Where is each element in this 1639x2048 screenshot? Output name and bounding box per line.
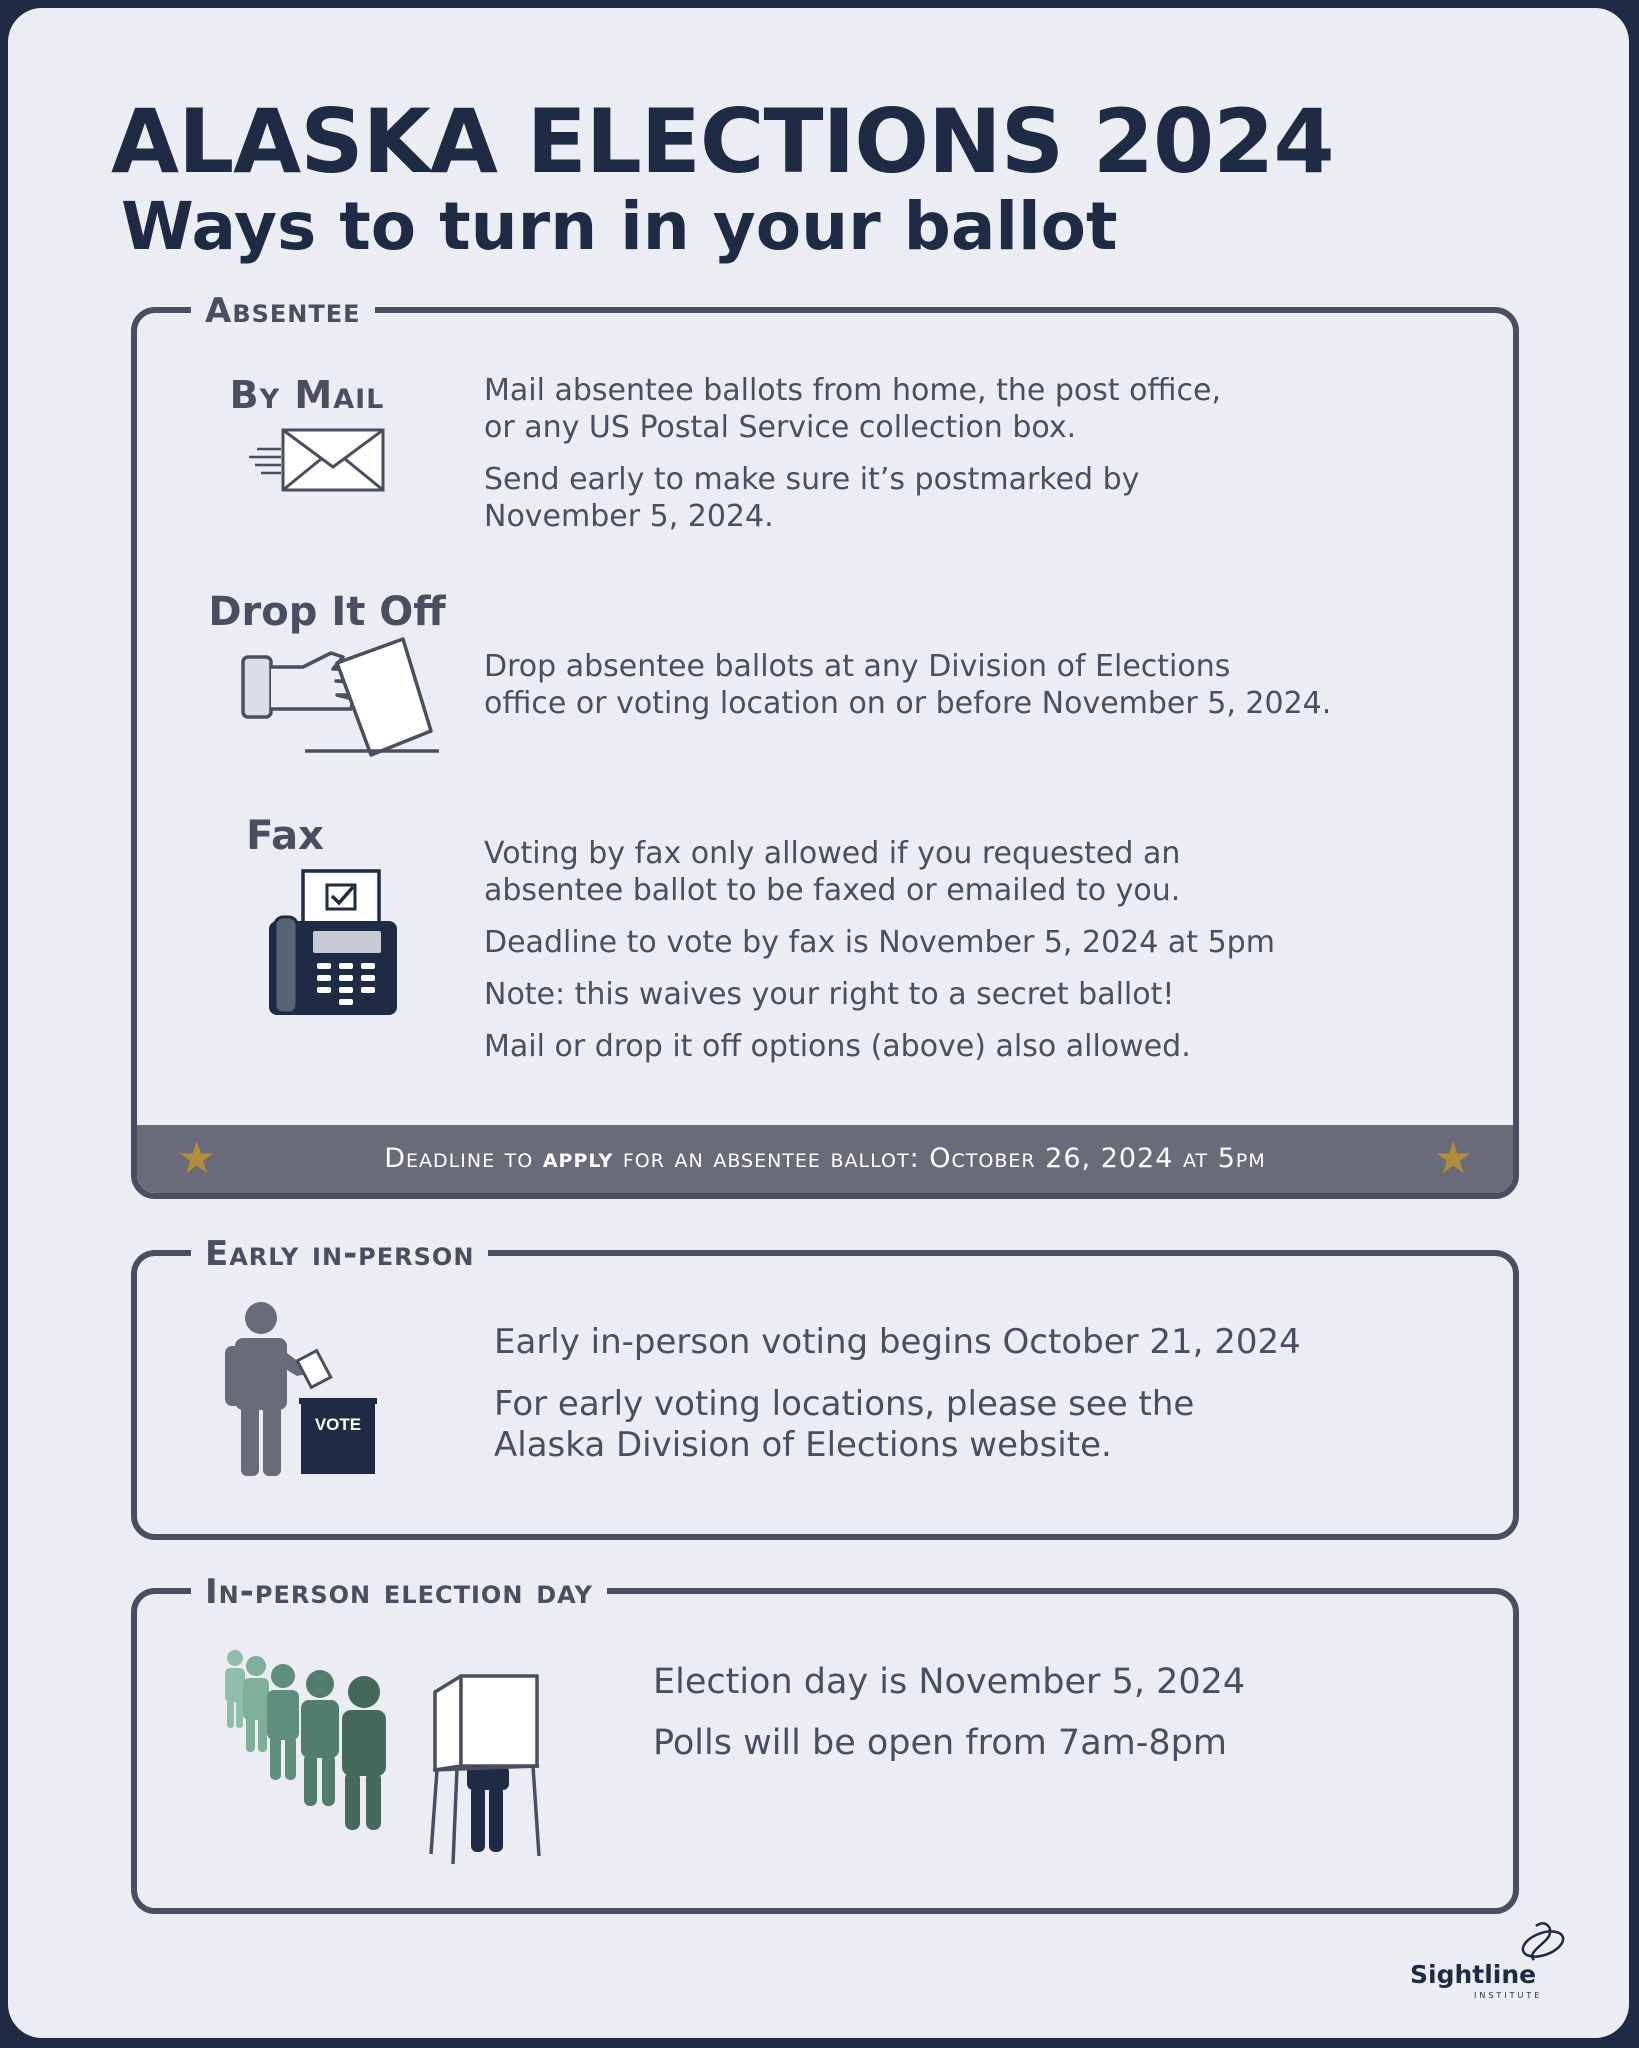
sightline-logo-icon <box>1518 1920 1568 1964</box>
election-day-line-1: Election day is November 5, 2024 <box>653 1662 1246 1702</box>
election-day-line-2: Polls will be open from 7am-8pm <box>653 1723 1227 1763</box>
voter-ballot-box-icon <box>225 1302 385 1478</box>
by-mail-label: By Mail <box>229 373 385 417</box>
vote-box-label: VOTE <box>314 1415 362 1434</box>
early-line-2: For early voting locations, please see the <box>494 1384 1195 1424</box>
fax-line-2: absentee ballot to be faxed or emailed to you. <box>484 873 1181 908</box>
fax-line-5: Mail or drop it off options (above) also allowed. <box>484 1029 1191 1064</box>
election-day-heading: In-person election day <box>191 1570 607 1614</box>
voters-line-booth-icon <box>221 1646 561 1866</box>
page-subtitle: Ways to turn in your ballot <box>121 188 1118 265</box>
page-title: ALASKA ELECTIONS 2024 <box>111 90 1334 193</box>
drop-off-label: Drop It Off <box>208 589 446 635</box>
fax-label: Fax <box>246 813 324 859</box>
by-mail-line-1: Mail absentee ballots from home, the post office, <box>484 373 1222 408</box>
fax-line-4: Note: this waives your right to a secret ballot! <box>484 977 1175 1012</box>
star-icon-right: ★ <box>1433 1133 1473 1184</box>
election-day-section <box>131 1572 1519 1914</box>
early-line-3: Alaska Division of Elections website. <box>494 1425 1112 1465</box>
fax-line-3: Deadline to vote by fax is November 5, 2024 at 5pm <box>484 925 1275 960</box>
envelope-icon <box>247 425 387 495</box>
absentee-section <box>131 291 1519 1199</box>
fax-line-1: Voting by fax only allowed if you requested an <box>484 836 1181 871</box>
sightline-logo-sub: INSTITUTE <box>1474 1991 1543 2000</box>
by-mail-line-4: November 5, 2024. <box>484 499 774 534</box>
drop-off-line-2: office or voting location on or before November 5, 2024. <box>484 686 1332 721</box>
infographic-page <box>8 8 1629 2038</box>
hand-ballot-icon <box>241 643 441 763</box>
deadline-text-after: for an absentee ballot: October 26, 2024 at 5pm <box>613 1143 1266 1174</box>
early-in-person-heading: Early in-person <box>191 1232 488 1276</box>
fax-machine-icon <box>269 869 399 1017</box>
absentee-deadline-bar <box>137 1125 1513 1193</box>
early-line-1: Early in-person voting begins October 21, 2024 <box>494 1322 1301 1362</box>
absentee-deadline-text <box>137 1125 1513 1193</box>
deadline-text-before: Deadline to <box>384 1143 543 1174</box>
absentee-heading: Absentee <box>191 289 375 333</box>
early-in-person-section <box>131 1234 1519 1540</box>
by-mail-line-3: Send early to make sure it’s postmarked by <box>484 462 1140 497</box>
by-mail-line-2: or any US Postal Service collection box. <box>484 410 1077 445</box>
drop-off-line-1: Drop absentee ballots at any Division of Elections <box>484 649 1231 684</box>
deadline-text-emphasis: apply <box>542 1143 614 1174</box>
sightline-logo-name: Sightline <box>1410 1960 1537 1989</box>
star-icon-left: ★ <box>177 1133 217 1184</box>
